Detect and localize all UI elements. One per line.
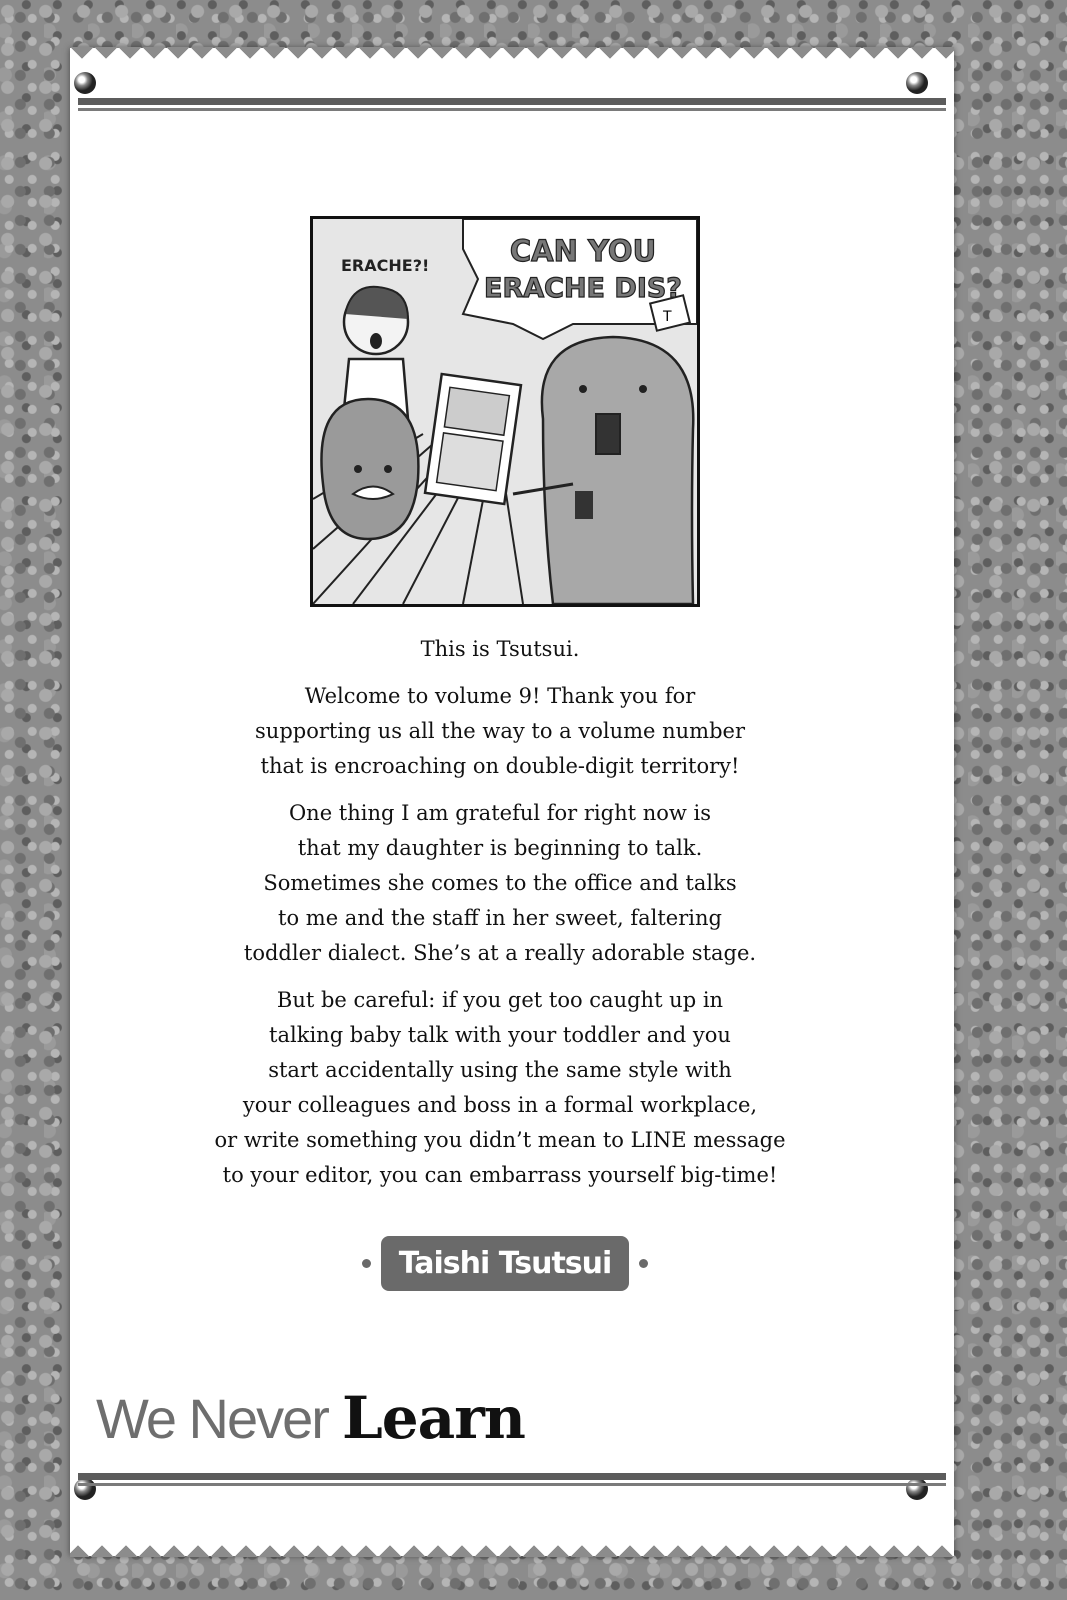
letter-body xyxy=(200,632,800,1205)
series-logo xyxy=(96,1384,525,1454)
logo-part1: We Never xyxy=(96,1387,328,1450)
dot-icon xyxy=(639,1259,648,1268)
note-paper xyxy=(70,48,954,1556)
pin-icon xyxy=(906,72,928,94)
author-name: Taishi Tsutsui xyxy=(381,1236,630,1291)
zigzag-edge-bottom xyxy=(70,1533,954,1557)
divider-top xyxy=(78,98,946,114)
letter-paragraph: Welcome to volume 9! Thank you for supporting us all the way to a volume number that is encroaching on double-digit territory! xyxy=(255,684,745,778)
dot-icon xyxy=(362,1259,371,1268)
divider-bottom xyxy=(78,1473,946,1489)
letter-paragraph: But be careful: if you get too caught up in talking baby talk with your toddler and you start accidentally using the same style with your colleagues and boss in a formal workplace, or write something you didn’t mean to LINE message to your editor, you can embarrass yourself big-time! xyxy=(214,988,786,1187)
comic-panel xyxy=(310,216,700,607)
comic-illustration xyxy=(313,219,697,604)
comic-shout-small: ERACHE?! xyxy=(341,256,430,275)
signature-label xyxy=(340,1232,670,1294)
tag-label: T xyxy=(663,309,672,325)
letter-paragraph: This is Tsutsui. xyxy=(420,637,580,661)
pin-icon xyxy=(74,72,96,94)
comic-shout-line2: ERACHE DIS? xyxy=(484,273,682,304)
zigzag-edge-top xyxy=(70,47,954,71)
letter-paragraph: One thing I am grateful for right now is that my daughter is beginning to talk. Sometimes she comes to the office and talks to me and the staff in her sweet, faltering toddler dialect. She’s at a really adorable stage. xyxy=(243,801,757,965)
comic-shout-line1: CAN YOU xyxy=(509,234,657,268)
logo-part2: Learn xyxy=(341,1384,525,1452)
